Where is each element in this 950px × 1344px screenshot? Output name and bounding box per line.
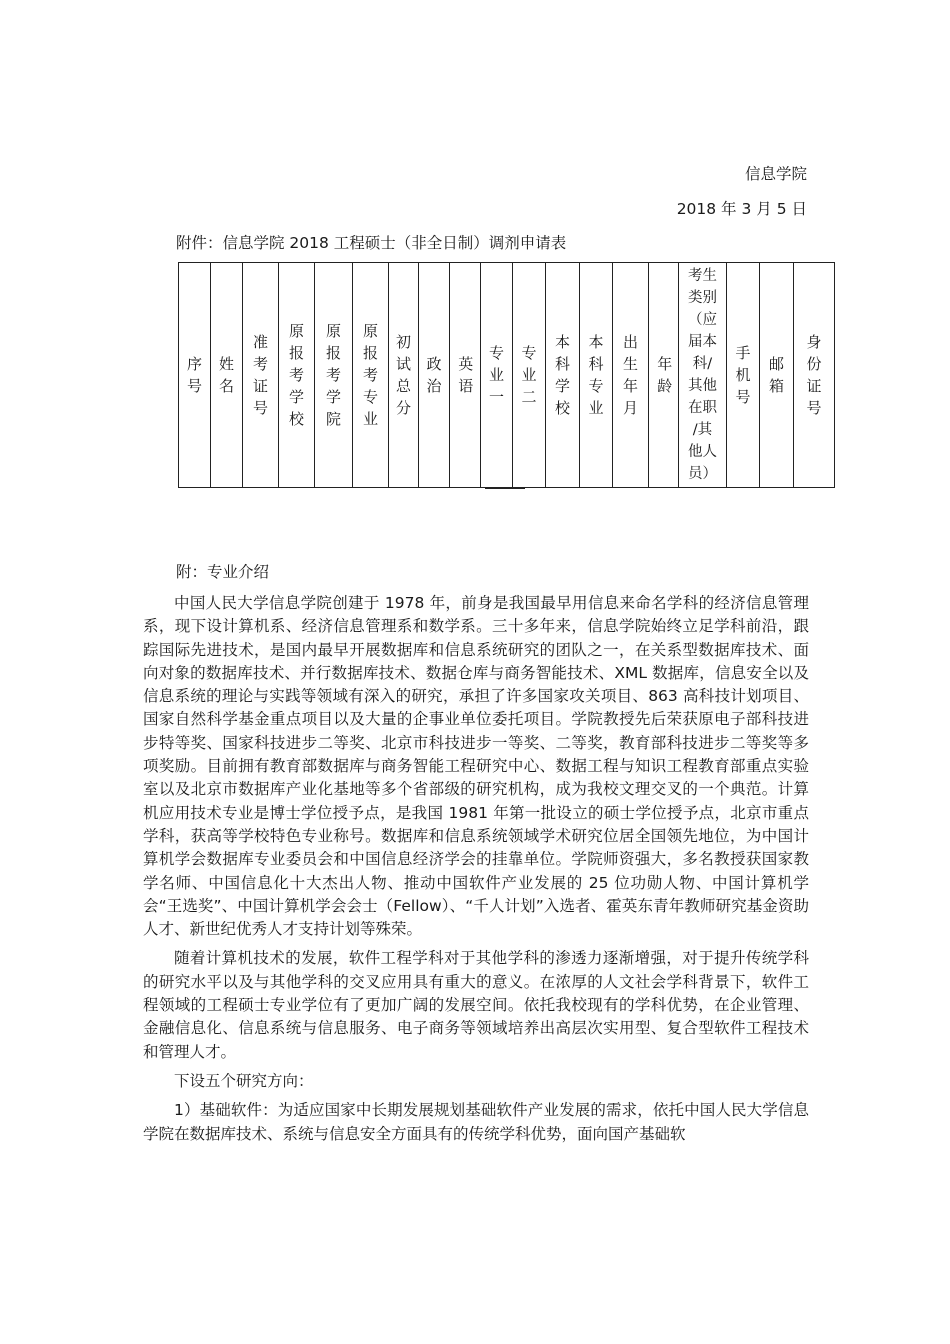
header-mobile: 手 机 号 — [735, 344, 751, 406]
table-header-cell — [580, 263, 613, 488]
table-header-cell — [613, 263, 649, 488]
table-header-cell — [649, 263, 679, 488]
table-header-cell — [546, 263, 580, 488]
header-birth-date: 出 生 年 月 — [622, 333, 638, 417]
header-orig-major: 原 报 考 专 业 — [362, 322, 378, 428]
header-name: 姓 名 — [218, 355, 234, 395]
appendix-title: 附：专业介绍 — [176, 563, 270, 581]
table-header-cell — [179, 263, 211, 488]
table-header-cell — [389, 263, 419, 488]
header-email: 邮 箱 — [768, 355, 784, 395]
table-header-cell — [279, 263, 315, 488]
table-header-cell — [481, 263, 513, 488]
header-undergrad-major: 本 科 专 业 — [588, 333, 604, 417]
header-orig-college: 原 报 考 学 院 — [325, 322, 341, 428]
header-candidate-type: 考生 类别 （应 届本 科/ 其他 在职 /其 他人 员） — [688, 268, 717, 482]
header-english: 英 语 — [458, 355, 474, 395]
header-admission-no: 准 考 证 号 — [252, 333, 268, 417]
paragraph-software-engineering: 随着计算机技术的发展，软件工程学科对于其他学科的渗透力逐渐增强，对于提升传统学科的研究水平以及与其他学科的交叉应用具有重大的意义。在浓厚的人文社会学科背景下，软件工程领域的工程硕士专业学位有了更加广阔的发展空间。依托我校现有的学科优势，在企业管理、金融信息化、信息系统与信息服务、电子商务等领域培养出高层次实用型、复合型软件工程技术和管理人才。 — [143, 949, 809, 1061]
header-undergrad-school: 本 科 学 校 — [554, 333, 570, 417]
appendix-body — [143, 592, 809, 1152]
signature-org: 信息学院 — [744, 165, 807, 183]
table-header-cell — [315, 263, 353, 488]
table-header-cell — [794, 263, 835, 488]
table-underline-mark — [485, 488, 525, 489]
header-major-1: 专 业 一 — [488, 344, 504, 406]
application-form-table — [178, 262, 835, 488]
header-id-number: 身 份 证 号 — [806, 333, 822, 417]
table-header-cell — [513, 263, 546, 488]
paragraph-directions-heading: 下设五个研究方向： — [174, 1071, 314, 1090]
signature-date: 2018 年 3 月 5 日 — [676, 200, 807, 218]
table-header-cell — [760, 263, 794, 488]
table-header-cell — [450, 263, 481, 488]
table-caption: 附件：信息学院 2018 工程硕士（非全日制）调剂申请表 — [176, 234, 567, 252]
table-header-cell — [211, 263, 243, 488]
table-header-row — [179, 263, 835, 488]
header-serial: 序 号 — [186, 355, 202, 395]
paragraph-intro: 中国人民大学信息学院创建于 1978 年，前身是我国最早用信息来命名学科的经济信息管理系，现下设计算机系、经济信息管理系和数学系。三十多年来，信息学院始终立足学科前沿，跟踪国际先进技术，是国内最早开展数据库和信息系统研究的团队之一，在关系型数据库技术、面向对象的数据库技术、并行数据库技术、数据仓库与商务智能技术、XML 数据库，信息安全以及信息系统的理论与实践等领域有深入的研究，承担了许多国家攻关项目、863 高科技计划项目、国家自然科学基金重点项目以及大量的企事业单位委托项目。学院教授先后荣获原电子部科技进步特等奖、国家科技进步二等奖、北京市科技进步一等奖、二等奖，教育部科技进步二等奖等多项奖励。目前拥有教育部数据库与商务智能工程研究中心、数据工程与知识工程教育部重点实验室以及北京市数据库产业化基地等多个省部级的研究机构，成为我校文理交叉的一个典范。计算机应用技术专业是博士学位授予点，是我国 1981 年第一批设立的硕士学位授予点，北京市重点学科，获高等学校特色专业称号。数据库和信息系统领域学术研究位居全国领先地位，为中国计算机学会数据库专业委员会和中国信息经济学会的挂靠单位。学院师资强大，多名教授获国家教学名师、中国信息化十大杰出人物、推动中国软件产业发展的 25 位功勋人物、中国计算机学会“王选奖”、中国计算机学会会士（Fellow）、“千人计划”入选者、霍英东青年教师研究基金资助人才、新世纪优秀人才支持计划等殊荣。 — [143, 594, 809, 939]
header-age: 年 龄 — [657, 355, 673, 395]
table-header-cell — [679, 263, 727, 488]
header-orig-school: 原 报 考 学 校 — [288, 322, 304, 428]
table-header-cell — [243, 263, 279, 488]
header-politics: 政 治 — [426, 355, 442, 395]
table-header-cell — [727, 263, 760, 488]
header-total-score: 初 试 总 分 — [395, 333, 411, 417]
paragraph-direction-1: 1）基础软件：为适应国家中长期发展规划基础软件产业发展的需求，依托中国人民大学信息学院在数据库技术、系统与信息安全方面具有的传统学科优势，面向国产基础软 — [143, 1101, 809, 1143]
table-header-cell — [419, 263, 450, 488]
table-header-cell — [353, 263, 389, 488]
header-major-2: 专 业 二 — [521, 344, 537, 406]
